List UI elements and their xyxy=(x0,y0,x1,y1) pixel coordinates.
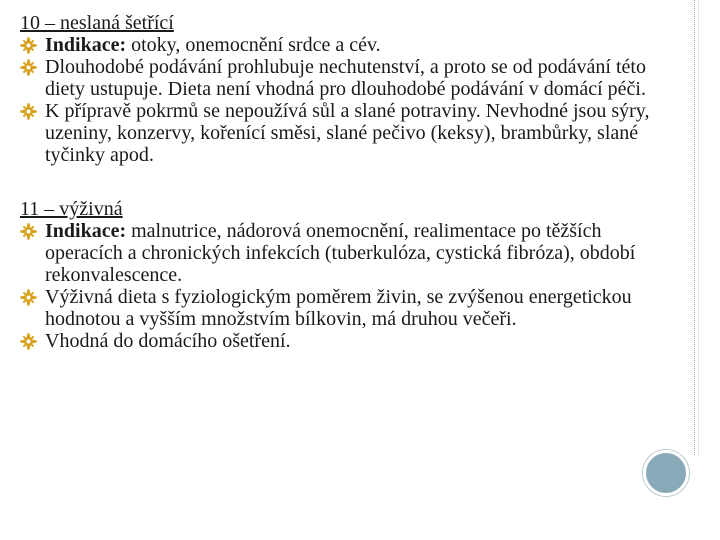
list-item xyxy=(20,330,680,352)
item-text: otoky, onemocnění srdce a cév. xyxy=(126,34,381,56)
list-item xyxy=(20,286,680,330)
item-text: malnutrice, nádorová onemocnění, realimentace po těžších operacích a chronických infekcích (tuberkulóza, cystická fibróza), období rekonvalescence. xyxy=(45,220,636,286)
section-heading-11: 11 – výživná xyxy=(20,198,123,220)
slide-content xyxy=(20,12,680,352)
flower-bullet-icon xyxy=(20,333,37,350)
frame-border-line-inner xyxy=(698,0,699,455)
item-text: Výživná dieta s fyziologickým poměrem živin, se zvýšenou energetickou hodnotou a vyšším množstvím bílkovin, má druhou večeři. xyxy=(45,286,632,330)
frame-border-line xyxy=(694,0,695,455)
list-item xyxy=(20,220,680,286)
flower-bullet-icon xyxy=(20,289,37,306)
item-label: Indikace: xyxy=(45,220,127,242)
list-item xyxy=(20,34,680,56)
bullet-list-10 xyxy=(20,34,680,166)
list-item xyxy=(20,100,680,166)
section-spacer xyxy=(20,166,680,198)
flower-bullet-icon xyxy=(20,103,37,120)
flower-bullet-icon xyxy=(20,37,37,54)
item-label: Indikace: xyxy=(45,34,127,56)
list-item xyxy=(20,56,680,100)
item-text: Vhodná do domácího ošetření. xyxy=(45,330,291,352)
flower-bullet-icon xyxy=(20,59,37,76)
decorative-circle xyxy=(643,450,689,496)
item-text: Dlouhodobé podávání prohlubuje nechutenství, a proto se od podávání této diety ustupuje. Dieta není vhodná pro dlouhodobé podávání v domácí péči. xyxy=(45,56,646,100)
item-text: K přípravě pokrmů se nepoužívá sůl a slané potraviny. Nevhodné jsou sýry, uzeniny, konzervy, kořenící směsi, slané pečivo (keksy), brambůrky, slané tyčinky apod. xyxy=(45,100,650,166)
section-heading-10: 10 – neslaná šetřící xyxy=(20,12,174,34)
bullet-list-11 xyxy=(20,220,680,352)
flower-bullet-icon xyxy=(20,223,37,240)
